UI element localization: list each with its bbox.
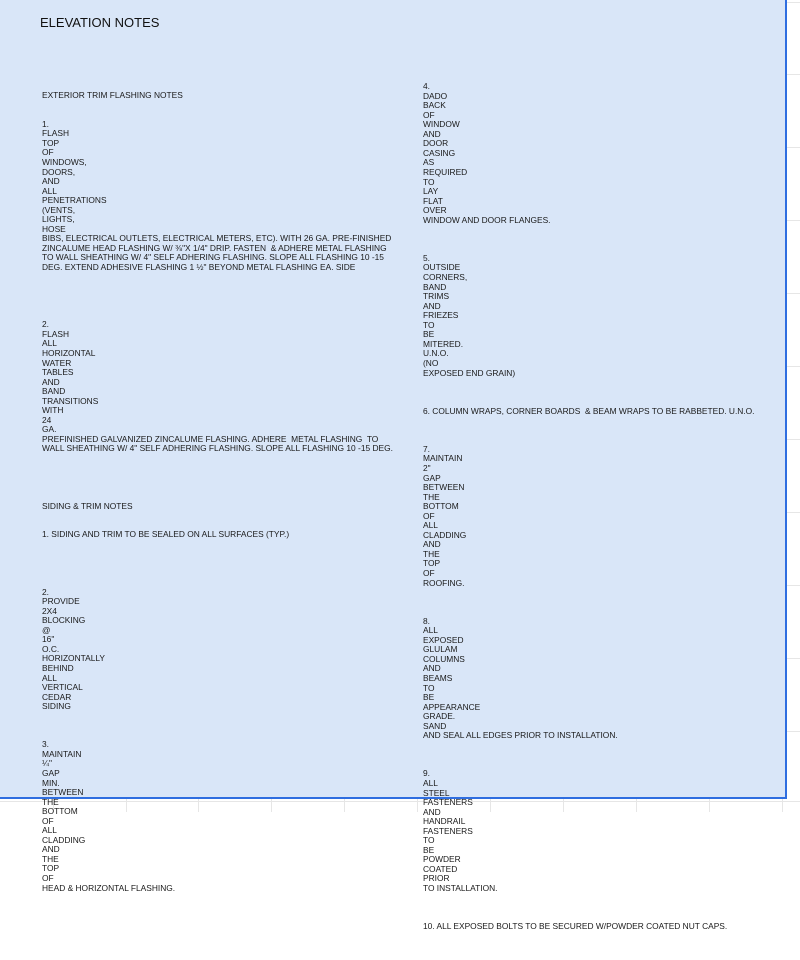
note-line: EXPOSED END GRAIN) bbox=[423, 367, 516, 378]
note-4 bbox=[423, 82, 755, 225]
note-line: BE bbox=[423, 329, 435, 340]
note-line: ROOFING. bbox=[423, 577, 465, 588]
note-line: U.N.O. bbox=[423, 348, 449, 359]
note-line: FASTENERS bbox=[423, 797, 473, 808]
note-line: LAY bbox=[423, 186, 439, 197]
note-line: AND SEAL ALL EDGES PRIOR TO INSTALLATION. bbox=[423, 730, 618, 741]
note-5 bbox=[423, 254, 755, 378]
note-line: TO bbox=[423, 176, 435, 187]
note-line: AND bbox=[42, 844, 60, 855]
note-line: WINDOW AND DOOR FLANGES. bbox=[423, 214, 551, 225]
note-line: (NO bbox=[423, 357, 439, 368]
note-line: 2. bbox=[42, 586, 49, 597]
note-line: 2. bbox=[42, 319, 49, 330]
note-line: ALL bbox=[42, 338, 57, 349]
note-line: AND bbox=[423, 539, 441, 550]
note-line: POWDER bbox=[423, 854, 461, 865]
note-line: TO bbox=[423, 835, 435, 846]
note-line: FLASH bbox=[42, 328, 69, 339]
note-line: MAINTAIN bbox=[423, 453, 463, 464]
note-line: BE bbox=[423, 844, 435, 855]
note-line: BEHIND bbox=[42, 663, 74, 673]
note-line: COATED bbox=[423, 863, 458, 874]
note-line: ALL bbox=[42, 672, 57, 683]
note-line: TO INSTALLATION. bbox=[423, 883, 498, 894]
note-line: PENETRATIONS bbox=[42, 195, 107, 206]
section-heading: SIDING & TRIM NOTES bbox=[42, 500, 133, 511]
note-line: MIN. bbox=[42, 777, 60, 788]
note-9 bbox=[423, 769, 755, 893]
note-line: HOSE bbox=[42, 223, 66, 234]
note-line: ALL bbox=[423, 625, 438, 636]
note-line: HORIZONTAL bbox=[42, 347, 96, 358]
note-line: 9. bbox=[423, 768, 430, 779]
note-line: BOTTOM bbox=[423, 501, 459, 512]
note-line: BE bbox=[423, 692, 435, 703]
note-line: THE bbox=[423, 548, 440, 559]
note-line: ALL bbox=[423, 778, 438, 789]
note-line: GAP bbox=[42, 768, 60, 779]
note-line: BAND bbox=[423, 281, 447, 292]
note-line: ¼" bbox=[42, 758, 52, 769]
note-line: SAND bbox=[423, 720, 447, 731]
note-line: CLADDING bbox=[423, 529, 467, 540]
note-line: AND bbox=[423, 663, 441, 674]
note-line: AND bbox=[42, 176, 60, 187]
note-line: 7. bbox=[423, 443, 430, 454]
note-line: CLADDING bbox=[42, 834, 86, 845]
note-line: BETWEEN bbox=[423, 482, 465, 493]
note-line: 1. SIDING AND TRIM TO BE SEALED ON ALL SURFACES (TYP.) bbox=[42, 529, 290, 540]
note-line: GA. bbox=[42, 424, 57, 435]
note-line: FRIEZES bbox=[423, 310, 459, 321]
note-line: 8. bbox=[423, 615, 430, 626]
note-line: SIDING bbox=[42, 701, 71, 712]
note-line: HANDRAIL bbox=[423, 816, 466, 827]
note-line: 16" bbox=[42, 634, 55, 645]
note-line: BACK bbox=[423, 100, 446, 111]
note-line: TOP bbox=[423, 558, 441, 569]
note-line: BOTTOM bbox=[42, 806, 78, 817]
note-line: WATER bbox=[42, 357, 72, 368]
note-line: OUTSIDE bbox=[423, 262, 461, 273]
note-line: 10. ALL EXPOSED BOLTS TO BE SECURED W/POWDER COATED NUT CAPS. bbox=[423, 921, 728, 932]
note-line: TO bbox=[423, 682, 435, 693]
note-line: TABLES bbox=[42, 367, 74, 378]
note-line: ALL bbox=[423, 520, 438, 531]
note-line: TOP bbox=[42, 863, 60, 874]
siding-trim-notes bbox=[42, 483, 393, 559]
note-10 bbox=[423, 922, 755, 932]
note-line: GRADE. bbox=[423, 711, 456, 722]
note-line: 6. COLUMN WRAPS, CORNER BOARDS & BEAM WRAPS TO BE RABBETED. U.N.O. bbox=[423, 405, 755, 416]
note-line: AND bbox=[423, 300, 441, 311]
note-line: REQUIRED bbox=[423, 167, 468, 178]
page-title: ELEVATION NOTES bbox=[40, 15, 160, 30]
note-line: 5. bbox=[423, 252, 430, 263]
note-line: BIBS, ELECTRICAL OUTLETS, ELECTRICAL METERS, ETC). WITH 26 GA. PRE-FINISHED bbox=[42, 233, 392, 244]
note-line: TOP bbox=[42, 137, 60, 148]
note-line: ALL bbox=[42, 825, 57, 836]
note-line: PREFINISHED GALVANIZED ZINCALUME FLASHING. ADHERE METAL FLASHING TO bbox=[42, 433, 379, 444]
note-line: DOORS, bbox=[42, 166, 76, 177]
note-line: ZINCALUME HEAD FLASHING W/ ⅜"X 1/4" DRIP. FASTEN & ADHERE METAL FLASHING bbox=[42, 242, 387, 253]
note-line: OVER bbox=[423, 205, 447, 216]
note-line: AND bbox=[423, 128, 441, 139]
left-notes-column bbox=[42, 53, 393, 922]
note-6 bbox=[423, 407, 755, 417]
siding-note-1 bbox=[42, 530, 393, 540]
note-line: CORNERS, bbox=[423, 272, 468, 283]
note-line: DADO bbox=[423, 90, 448, 101]
note-line: OF bbox=[42, 815, 54, 826]
note-line: PRIOR bbox=[423, 873, 450, 884]
note-line: APPEARANCE bbox=[423, 701, 481, 712]
note-line: OF bbox=[423, 510, 435, 521]
note-line: BAND bbox=[42, 386, 66, 397]
note-line: BETWEEN bbox=[42, 787, 84, 798]
note-line: O.C. bbox=[42, 643, 60, 654]
note-1 bbox=[42, 120, 393, 273]
right-notes-column bbox=[423, 63, 755, 960]
note-line: ALL bbox=[42, 185, 57, 196]
note-line: TRIMS bbox=[423, 291, 450, 302]
note-line: OF bbox=[423, 109, 435, 120]
exterior-trim-flashing-notes bbox=[42, 72, 393, 292]
note-8 bbox=[423, 617, 755, 741]
note-line: EXPOSED bbox=[423, 634, 464, 645]
note-line: WALL SHEATHING W/ 4" SELF ADHERING FLASHING. SLOPE ALL FLASHING 10 -15 DEG. bbox=[42, 443, 393, 454]
note-line: 2X4 bbox=[42, 605, 57, 616]
note-line: WITH bbox=[42, 405, 64, 416]
note-line: WINDOW bbox=[423, 119, 460, 130]
note-7 bbox=[423, 445, 755, 588]
note-line: GLULAM bbox=[423, 644, 458, 655]
note-line: OF bbox=[42, 873, 54, 884]
note-line: BEAMS bbox=[423, 673, 453, 683]
note-line: DEG. EXTEND ADHESIVE FLASHING 1 ½" BEYOND METAL FLASHING EA. SIDE bbox=[42, 262, 356, 273]
note-line: HEAD & HORIZONTAL FLASHING. bbox=[42, 882, 176, 893]
note-line: FASTENERS bbox=[423, 825, 473, 836]
note-line: AND bbox=[42, 376, 60, 387]
siding-note-3 bbox=[42, 740, 393, 893]
note-line: STEEL bbox=[423, 787, 450, 798]
note-line: MAINTAIN bbox=[42, 748, 82, 759]
siding-note-2 bbox=[42, 588, 393, 712]
note-line: MITERED. bbox=[423, 338, 464, 349]
note-2 bbox=[42, 320, 393, 454]
section-heading: EXTERIOR TRIM FLASHING NOTES bbox=[42, 90, 183, 101]
note-line: THE bbox=[42, 853, 59, 864]
note-line: 3. bbox=[42, 739, 49, 750]
note-line: OF bbox=[423, 567, 435, 578]
note-line: TO bbox=[423, 319, 435, 330]
note-line: @ bbox=[42, 624, 51, 635]
note-line: (VENTS, bbox=[42, 204, 76, 215]
note-line: AND bbox=[423, 806, 441, 817]
note-line: TO WALL SHEATHING W/ 4" SELF ADHERING FLASHING. SLOPE ALL FLASHING 10 -15 bbox=[42, 252, 384, 263]
note-line: PROVIDE bbox=[42, 596, 80, 607]
note-line: THE bbox=[42, 796, 59, 807]
note-line: 4. bbox=[423, 81, 430, 92]
note-line: HORIZONTALLY bbox=[42, 653, 105, 664]
note-line: TRANSITIONS bbox=[42, 395, 99, 406]
note-line: LIGHTS, bbox=[42, 214, 75, 225]
note-line: 2" bbox=[423, 462, 431, 473]
note-line: FLASH bbox=[42, 128, 69, 139]
note-line: CASING bbox=[423, 147, 456, 158]
note-line: THE bbox=[423, 491, 440, 502]
note-line: 24 bbox=[42, 414, 52, 425]
note-line: DOOR bbox=[423, 138, 449, 149]
note-line: AS bbox=[423, 157, 435, 168]
note-line: WINDOWS, bbox=[42, 157, 87, 168]
note-line: OF bbox=[42, 147, 54, 158]
note-line: COLUMNS bbox=[423, 653, 465, 664]
note-line: 1. bbox=[42, 118, 49, 129]
note-line: FLAT bbox=[423, 195, 443, 206]
note-line: GAP bbox=[423, 472, 441, 483]
note-line: VERTICAL bbox=[42, 682, 83, 693]
note-line: CEDAR bbox=[42, 691, 72, 702]
note-line: BLOCKING bbox=[42, 615, 86, 626]
